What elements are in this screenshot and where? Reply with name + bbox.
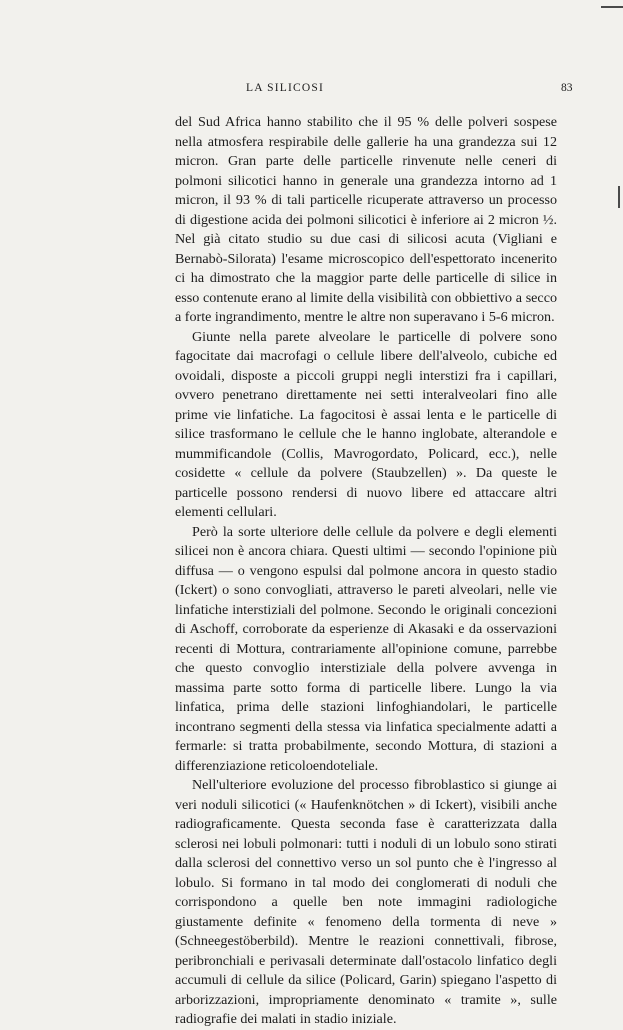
paragraph-3: Però la sorte ulteriore delle cellule da polvere e degli elementi silicei non è ancora chiara. Questi ultimi — secondo l'opinione più diffusa — o vengono espulsi dal polmone ancora in questo stadio (Ickert) o sono convogliati, attraverso le pareti alveolari, nelle vie linfatiche interstiziali del polmone. Secondo le originali concezioni di Aschoff, corroborate da esperienze di Akasaki e da osservazioni recenti di Mottura, contrariamente all'opinione comune, parrebbe che questo convoglio interstiziale della polvere avvenga in massima parte sotto forma di particelle libere. Lungo la via linfatica, prima delle stazioni linfoghiandolari, le particelle incontrano segmenti della stessa via linfatica specialmente adatti a fermarle: si tratta probabilmente, secondo Mottura, di stazioni a differenziazione reticoloendoteliale. (175, 523, 557, 774)
scan-edge-mark-top (601, 6, 623, 8)
paragraph-4: Nell'ulteriore evoluzione del processo fibroblastico si giunge ai veri noduli silicotici (« Haufenknötchen » di Ickert), visibili anche radiograficamente. Questa seconda fase è caratterizzata dalla sclerosi nei lobuli polmonari: tutti i noduli di un lobulo sono stirati dalla sclerosi del connettivo verso un sol punto che è l'ingresso al lobulo. Si formano in tal modo dei conglomerati di noduli che corrispondono a quelle ben note immagini radiologiche giustamente definite « fenomeno della tormenta di neve » (Schneegestöberbild). Mentre le reazioni connettivali, fibrose, peribronchiali e perivasali determinate dall'ostacolo linfatico degli accumuli di cellule da silice (Policard, Garin) spiegano l'aspetto di arborizzazioni, impropriamente denominato « tramite », sulle radiografie dei malati in stadio iniziale. (175, 777, 557, 1027)
paragraph-1: del Sud Africa hanno stabilito che il 95 % delle polveri sospese nella atmosfera respirabile delle gallerie ha una grandezza sui 12 micron. Gran parte delle particelle rinvenute nelle ceneri di polmoni silicotici hanno in generale una grandezza intorno ad 1 micron, il 93 % di tali particelle ricuperate attraverso un processo di digestione acida dei polmoni silicotici è inferiore ai 2 micron ½. Nel già citato studio su due casi di silicosi acuta (Vigliani e Bernabò-Silorata) l'esame microscopico dell'espettorato incenerito ci ha dimostrato che la maggior parte delle particelle di silice in esso contenute erano al limite della visibilità con obbiettivo a secco a forte ingrandimento, mentre le altre non superavano i 5-6 micron. (175, 114, 557, 325)
body-text (175, 113, 557, 1030)
page-number: 83 (561, 82, 573, 94)
paragraph-2: Giunte nella parete alveolare le particelle di polvere sono fagocitate dai macrofagi o cellule libere dell'alveolo, cubiche ed ovoidali, disposte a piccoli gruppi negli interstizi fra i capillari, ovvero penetrano direttamente nei setti interalveolari fino alle prime vie linfatiche. La fagocitosi è assai lenta e le particelle di silice trasformano le cellule che le hanno inglobate, alterandole e mummificandole (Collis, Mavrogordato, Policard, ecc.), nelle cosidette « cellule da polvere (Staubzellen) ». Da queste le particelle possono rendersi di nuovo libere ed attaccare altri elementi cellulari. (175, 328, 557, 520)
running-header-title: LA SILICOSI (246, 82, 325, 94)
scan-edge-mark-middle (618, 186, 620, 208)
